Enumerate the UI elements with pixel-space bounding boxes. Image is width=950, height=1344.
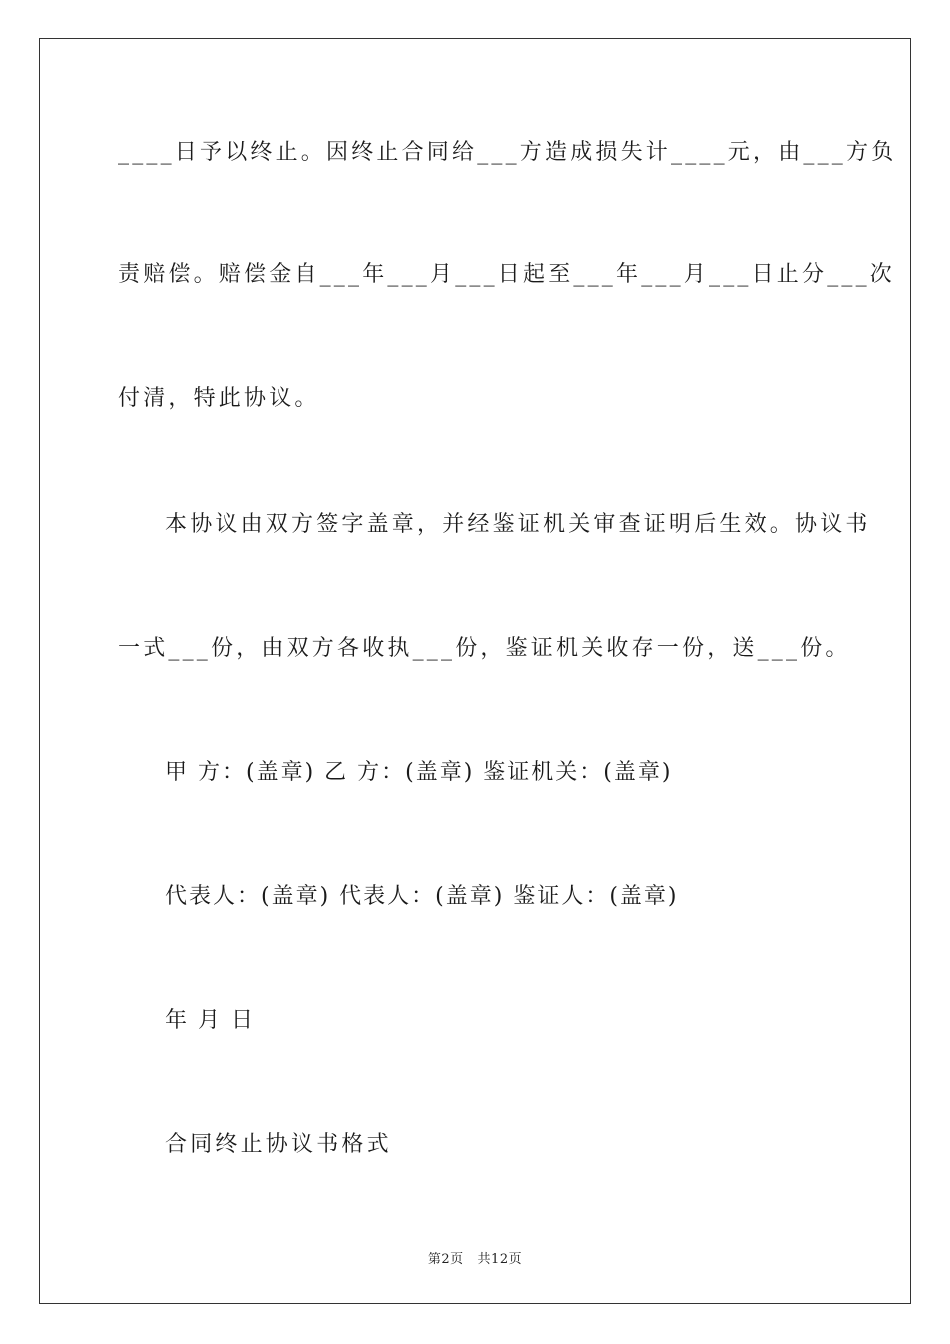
body-line: ____日予以终止。因终止合同给___方造成损失计____元，由___方负	[118, 140, 897, 165]
signature-line-representative: 代表人：(盖章) 代表人：(盖章) 鉴证人：(盖章)	[165, 884, 679, 909]
date-line: 年 月 日	[165, 1008, 255, 1033]
signature-line-party: 甲 方：(盖章) 乙 方：(盖章) 鉴证机关：(盖章)	[165, 760, 673, 785]
page-number: 第2页 共12页	[427, 1252, 523, 1267]
page-frame	[39, 38, 911, 1304]
body-line: 付清，特此协议。	[118, 386, 320, 411]
body-line: 一式___份，由双方各收执___份，鉴证机关收存一份，送___份。	[118, 636, 851, 661]
body-line: 本协议由双方签字盖章，并经鉴证机关审查证明后生效。协议书	[165, 512, 871, 537]
section-title: 合同终止协议书格式	[165, 1132, 392, 1157]
body-line: 责赔偿。赔偿金自___年___月___日起至___年___月___日止分___次	[118, 262, 896, 287]
